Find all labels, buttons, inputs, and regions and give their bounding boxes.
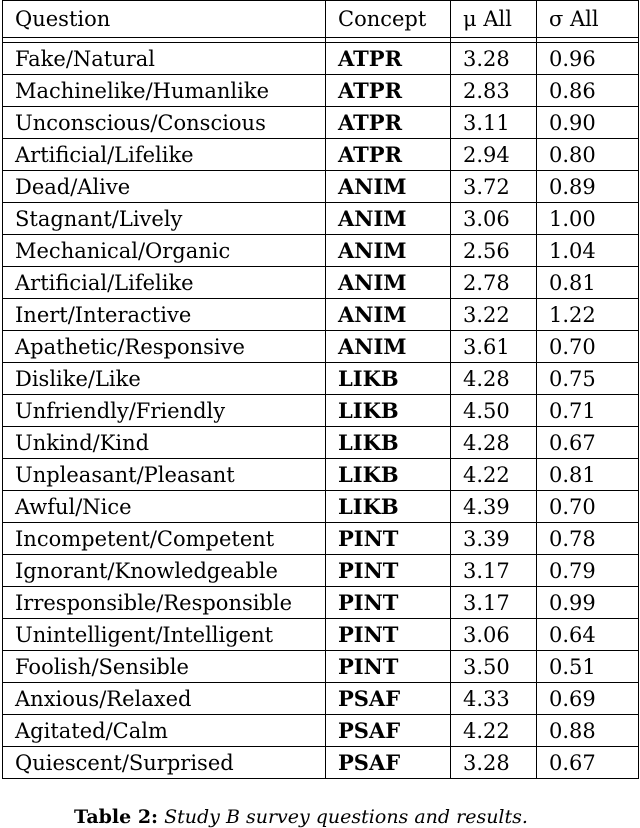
table-row [3,587,639,619]
mean-cell: 4.22 [451,459,537,491]
std-cell: 0.90 [537,107,639,139]
std-cell: 0.67 [537,427,639,459]
std-cell: 0.99 [537,587,639,619]
question-cell: Dead/Alive [3,171,326,203]
question-cell: Unpleasant/Pleasant [3,459,326,491]
mean-cell: 4.28 [451,363,537,395]
header-question: Question [3,1,326,38]
mean-cell: 2.56 [451,235,537,267]
concept-cell: LIKB [326,491,451,523]
concept-cell: PSAF [326,747,451,779]
mean-cell: 2.94 [451,139,537,171]
mean-cell: 3.50 [451,651,537,683]
std-cell: 0.78 [537,523,639,555]
concept-cell: ATPR [326,139,451,171]
concept-cell: LIKB [326,459,451,491]
header-mean: μ All [451,1,537,38]
question-cell: Unfriendly/Friendly [3,395,326,427]
table-row [3,363,639,395]
concept-cell: ATPR [326,75,451,107]
std-cell: 1.22 [537,299,639,331]
std-cell: 0.81 [537,267,639,299]
concept-cell: LIKB [326,395,451,427]
mean-cell: 3.17 [451,555,537,587]
concept-cell: ANIM [326,235,451,267]
table-row [3,651,639,683]
table-row [3,299,639,331]
std-cell: 0.96 [537,43,639,75]
table-row [3,75,639,107]
concept-cell: LIKB [326,363,451,395]
std-cell: 0.51 [537,651,639,683]
std-cell: 0.81 [537,459,639,491]
table-caption [74,806,528,828]
mean-cell: 4.50 [451,395,537,427]
table-row [3,171,639,203]
concept-cell: ANIM [326,267,451,299]
mean-cell: 2.78 [451,267,537,299]
table-row [3,747,639,779]
table-row [3,395,639,427]
question-cell: Fake/Natural [3,43,326,75]
concept-cell: PINT [326,523,451,555]
concept-cell: ANIM [326,203,451,235]
question-cell: Irresponsible/Responsible [3,587,326,619]
caption-text: Study B survey questions and results. [164,806,528,828]
mean-cell: 3.61 [451,331,537,363]
table-row [3,555,639,587]
question-cell: Foolish/Sensible [3,651,326,683]
std-cell: 0.71 [537,395,639,427]
std-cell: 0.80 [537,139,639,171]
concept-cell: PINT [326,587,451,619]
question-cell: Mechanical/Organic [3,235,326,267]
concept-cell: PSAF [326,683,451,715]
std-cell: 0.64 [537,619,639,651]
question-cell: Ignorant/Knowledgeable [3,555,326,587]
question-cell: Incompetent/Competent [3,523,326,555]
header-std: σ All [537,1,639,38]
question-cell: Stagnant/Lively [3,203,326,235]
concept-cell: ANIM [326,299,451,331]
table-body [3,43,639,779]
question-cell: Dislike/Like [3,363,326,395]
table-row [3,43,639,75]
mean-cell: 3.28 [451,43,537,75]
question-cell: Artificial/Lifelike [3,267,326,299]
question-cell: Unintelligent/Intelligent [3,619,326,651]
table-row [3,459,639,491]
question-cell: Agitated/Calm [3,715,326,747]
table-row [3,107,639,139]
mean-cell: 3.06 [451,203,537,235]
concept-cell: PINT [326,651,451,683]
std-cell: 0.88 [537,715,639,747]
mean-cell: 2.83 [451,75,537,107]
std-cell: 0.86 [537,75,639,107]
table-row [3,267,639,299]
concept-cell: ATPR [326,43,451,75]
question-cell: Unconscious/Conscious [3,107,326,139]
std-cell: 0.79 [537,555,639,587]
mean-cell: 3.22 [451,299,537,331]
concept-cell: ATPR [326,107,451,139]
std-cell: 0.67 [537,747,639,779]
concept-cell: ANIM [326,331,451,363]
table-row [3,331,639,363]
mean-cell: 3.06 [451,619,537,651]
concept-cell: PINT [326,555,451,587]
concept-cell: LIKB [326,427,451,459]
header-concept: Concept [326,1,451,38]
survey-results-table [2,0,639,779]
question-cell: Awful/Nice [3,491,326,523]
header-row [3,1,639,38]
question-cell: Quiescent/Surprised [3,747,326,779]
concept-cell: PSAF [326,715,451,747]
std-cell: 0.70 [537,331,639,363]
std-cell: 0.70 [537,491,639,523]
table-row [3,427,639,459]
question-cell: Anxious/Relaxed [3,683,326,715]
table-row [3,619,639,651]
mean-cell: 3.72 [451,171,537,203]
std-cell: 0.75 [537,363,639,395]
table-row [3,139,639,171]
question-cell: Inert/Interactive [3,299,326,331]
std-cell: 0.69 [537,683,639,715]
mean-cell: 4.28 [451,427,537,459]
mean-cell: 4.22 [451,715,537,747]
mean-cell: 3.39 [451,523,537,555]
std-cell: 1.04 [537,235,639,267]
concept-cell: ANIM [326,171,451,203]
mean-cell: 4.39 [451,491,537,523]
question-cell: Machinelike/Humanlike [3,75,326,107]
mean-cell: 3.17 [451,587,537,619]
caption-label: Table 2: [74,806,159,828]
question-cell: Artificial/Lifelike [3,139,326,171]
mean-cell: 3.28 [451,747,537,779]
table-row [3,715,639,747]
mean-cell: 4.33 [451,683,537,715]
table-row [3,235,639,267]
table-row [3,683,639,715]
question-cell: Unkind/Kind [3,427,326,459]
table-row [3,491,639,523]
concept-cell: PINT [326,619,451,651]
std-cell: 1.00 [537,203,639,235]
table-header [3,1,639,43]
table-row [3,523,639,555]
question-cell: Apathetic/Responsive [3,331,326,363]
std-cell: 0.89 [537,171,639,203]
mean-cell: 3.11 [451,107,537,139]
table-row [3,203,639,235]
